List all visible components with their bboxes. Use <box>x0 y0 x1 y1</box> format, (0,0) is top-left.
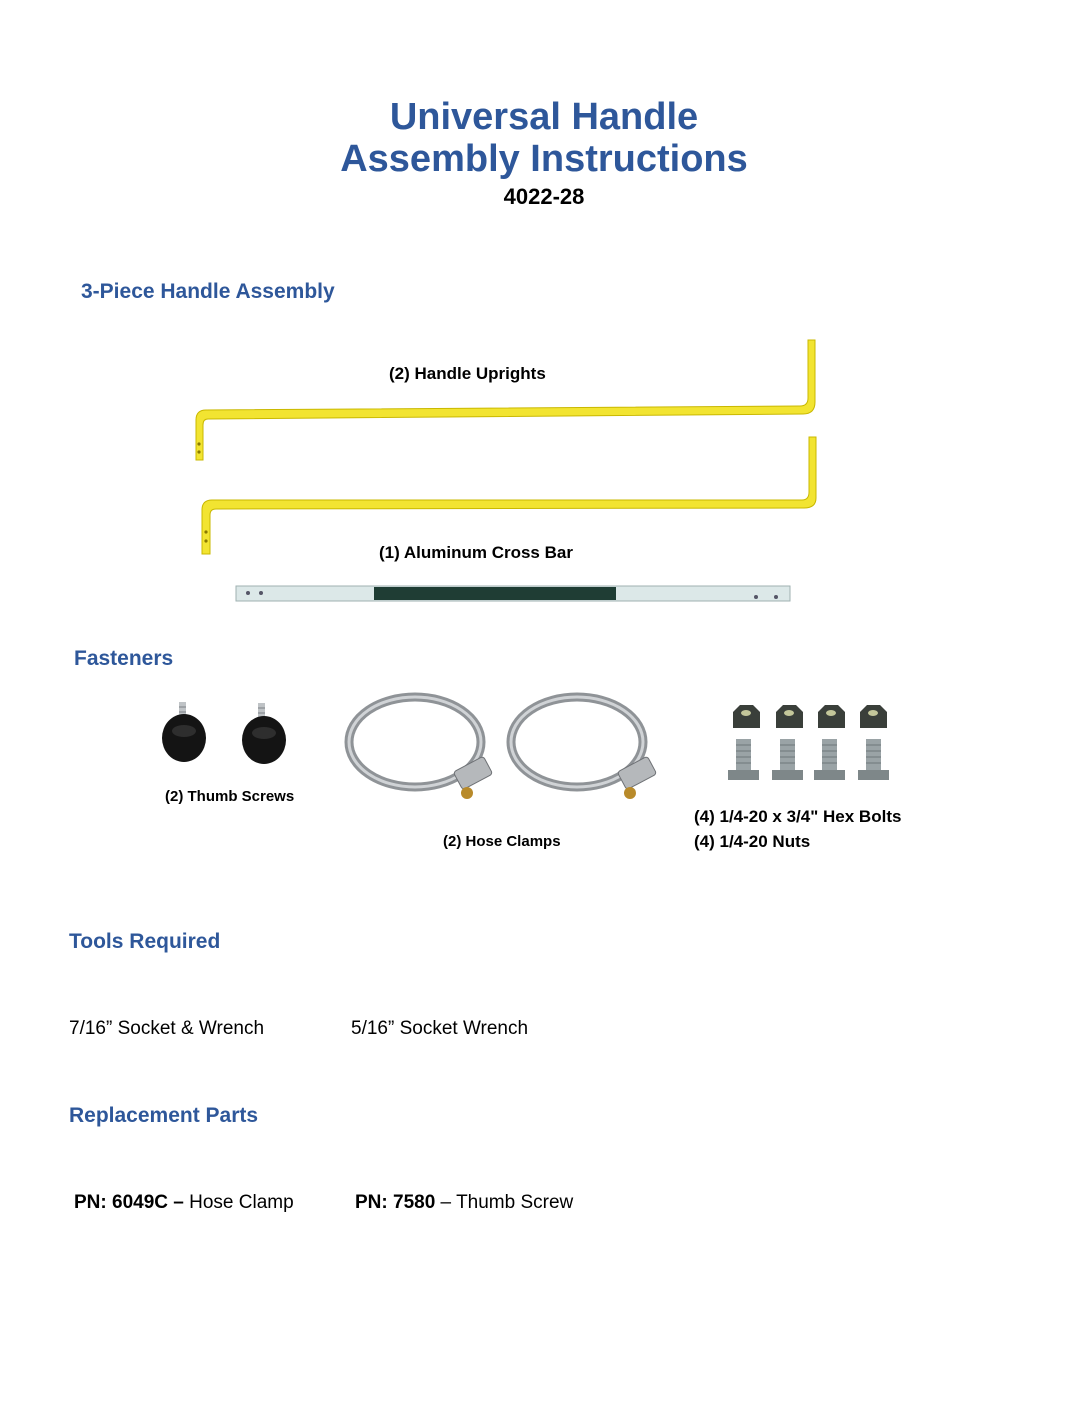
part-number: 4022-28 <box>503 184 585 209</box>
page-title-line-2: Assembly Instructions <box>340 138 748 180</box>
caption-thumb-screws: (2) Thumb Screws <box>165 788 295 805</box>
replacement-part-item <box>355 1192 573 1214</box>
thumb-screw-image <box>162 702 206 762</box>
caption-hose-clamps: (2) Hose Clamps <box>443 833 561 850</box>
hex-bolt-image <box>772 739 803 780</box>
tool-item: 7/16” Socket & Wrench <box>69 1018 265 1039</box>
hex-nut-image <box>733 705 760 728</box>
hex-bolt-image <box>858 739 889 780</box>
part-description: – Thumb Screw <box>435 1192 574 1213</box>
caption-handle-uprights: (2) Handle Uprights <box>389 364 546 383</box>
part-number-label: PN: 6049C – <box>74 1192 184 1213</box>
hose-clamp-image <box>349 697 493 799</box>
part-number-label: PN: 7580 <box>355 1192 436 1213</box>
page-title-line-1: Universal Handle <box>389 96 699 138</box>
caption-aluminum-cross-bar: (1) Aluminum Cross Bar <box>379 543 573 562</box>
hex-nut-image <box>776 705 803 728</box>
caption-hex-bolts: (4) 1/4-20 x 3/4" Hex Bolts <box>694 807 902 826</box>
section-heading-fasteners: Fasteners <box>74 647 174 670</box>
hose-clamp-image <box>511 697 657 799</box>
aluminum-cross-bar-image <box>236 586 790 601</box>
section-heading-replacement-parts: Replacement Parts <box>69 1104 259 1127</box>
section-heading-tools: Tools Required <box>69 930 221 953</box>
hex-nut-image <box>860 705 887 728</box>
handle-upright-image <box>202 437 816 554</box>
tool-item: 5/16” Socket Wrench <box>351 1018 529 1039</box>
hex-bolt-image <box>814 739 845 780</box>
section-heading-handle-assembly: 3-Piece Handle Assembly <box>81 280 335 303</box>
handle-upright-image <box>196 340 815 460</box>
caption-nuts: (4) 1/4-20 Nuts <box>694 832 811 851</box>
thumb-screw-image <box>242 703 286 764</box>
hex-nut-image <box>818 705 845 728</box>
part-description: Hose Clamp <box>183 1192 294 1213</box>
replacement-part-item <box>74 1192 294 1214</box>
hex-bolt-image <box>728 739 759 780</box>
